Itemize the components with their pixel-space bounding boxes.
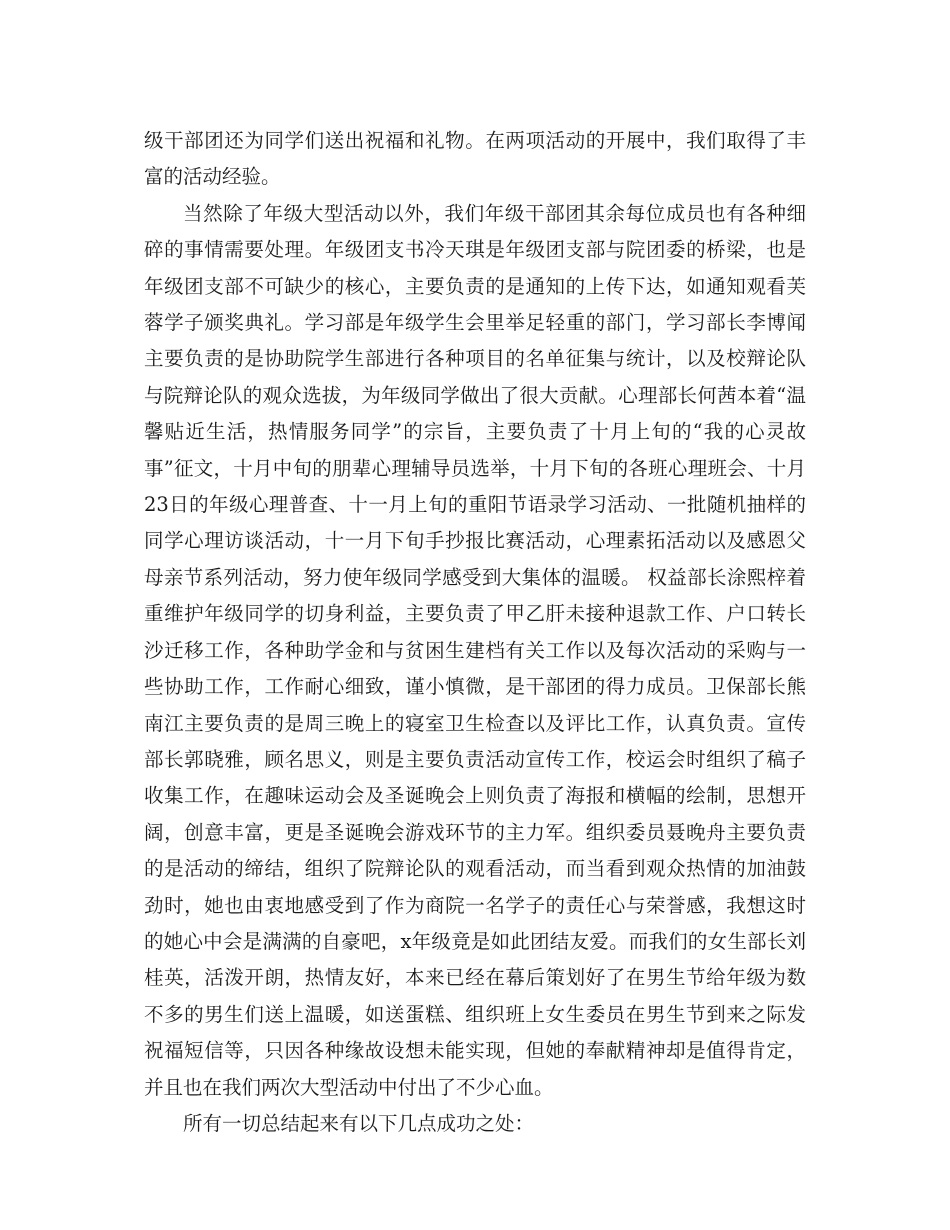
paragraph-continuation: 级干部团还为同学们送出祝福和礼物。在两项活动的开展中，我们取得了丰富的活动经验。 xyxy=(144,129,806,189)
paragraph-department-duties: 当然除了年级大型活动以外，我们年级干部团其余每位成员也有各种细碎的事情需要处理。年级团支书冷天琪是年级团支部与院团委的桥梁，也是年级团支部不可缺少的核心，主要负责的是通知的上传下达，如通知观看芙蓉学子颁奖典礼。学习部是年级学生会里举足轻重的部门，学习部长李博闻主要负责的是协助院学生部进行各种项目的名单征集与统计，以及校辩论队与院辩论队的观众选拔，为年级同学做出了很大贡献。心理部长何茜本着“温馨贴近生活，热情服务同学”的宗旨，主要负责了十月上旬的“我的心灵故事”征文，十月中旬的朋辈心理辅导员选举，十月下旬的各班心理班会、十月23日的年级心理普查、十一月上旬的重阳节语录学习活动、一批随机抽样的同学心理访谈活动，十一月下旬手抄报比赛活动，心理素拓活动以及感恩父母亲节系列活动，努力使年级同学感受到大集体的温暖。 权益部长涂熙梓着重维护年级同学的切身利益，主要负责了甲乙肝未接种退款工作、户口转长沙迁移工作，各种助学金和与贫困生建档有关工作以及每次活动的采购与一些协助工作，工作耐心细致，谨小慎微，是干部团的得力成员。卫保部长熊南江主要负责的是周三晚上的寝室卫生检查以及评比工作，认真负责。宣传部长郭晓雅，顾名思义，则是主要负责活动宣传工作，校运会时组织了稿子收集工作，在趣味运动会及圣诞晚会上则负责了海报和横幅的绘制，思想开阔，创意丰富，更是圣诞晚会游戏环节的主力军。组织委员聂晚舟主要负责的是活动的缔结，组织了院辩论队的观看活动，而当看到观众热情的加油鼓劲时，她也由衷地感受到了作为商院一名学子的责任心与荣誉感，我想这时的她心中会是满满的自豪吧，x年级竟是如此团结友爱。而我们的女生部长刘桂英，活泼开朗，热情友好，本来已经在幕后策划好了在男生节给年级为数不多的男生们送上温暖，如送蛋糕、组织班上女生委员在男生节到来之际发祝福短信等，只因各种缘故设想未能实现，但她的奉献精神却是值得肯定，并且也在我们两次大型活动中付出了不少心血。 xyxy=(144,201,806,1099)
paragraph-summary-intro: 所有一切总结起来有以下几点成功之处： xyxy=(183,1111,535,1135)
document-body xyxy=(144,123,806,1142)
